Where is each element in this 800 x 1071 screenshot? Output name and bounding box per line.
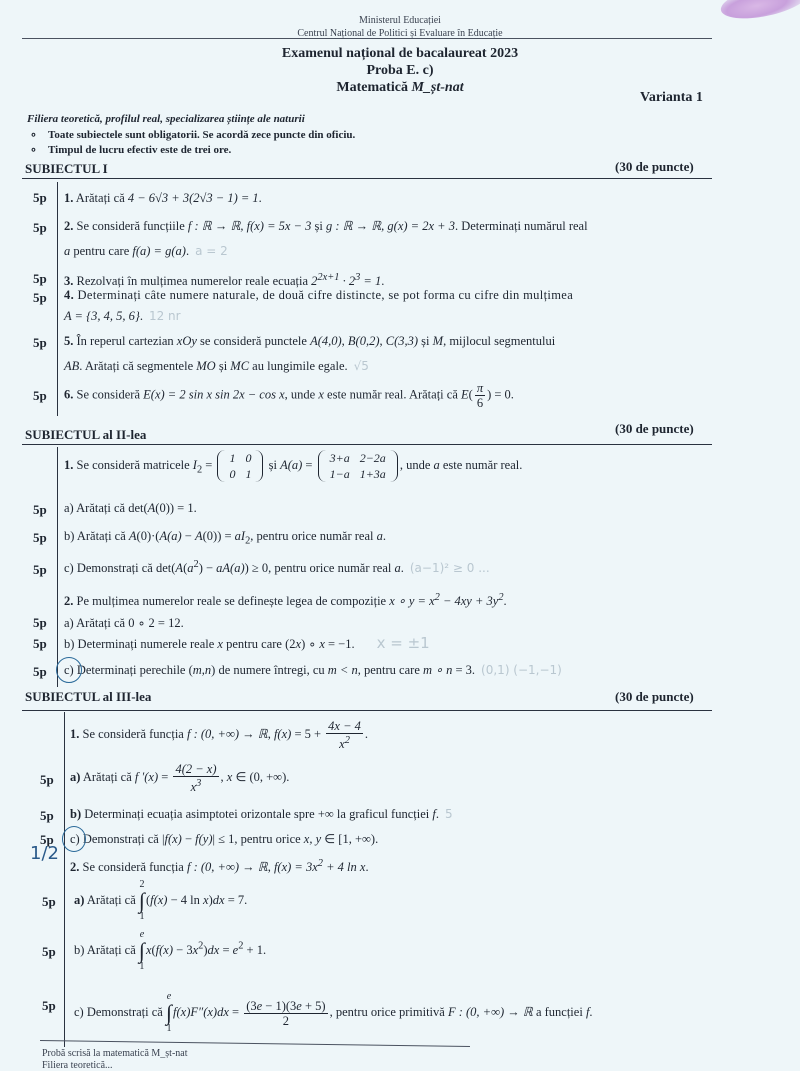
points-label: 5p bbox=[33, 502, 47, 517]
section-title-2: SUBIECTUL al II-lea bbox=[25, 427, 147, 442]
question-2-2c: c) Determinați perechile (m,n) de numere întregi, cu m < n, pentru care m ∘ n = 3. (0,1) (−1,−1) bbox=[64, 663, 562, 677]
question-3-1: 1. Se consideră funcția f : (0, +∞) → ℝ, f(x) = 5 + $\frac{4x - 4}{x^2}$ . bbox=[70, 719, 369, 752]
question-1-3: 3. Rezolvați în mulțimea numerelor reale ecuația $2^{2x+1} \cdot 2^3 = 1$. bbox=[64, 272, 385, 289]
question-2-1b: b) Arătați că $A(0)\cdot(A(a) - A(0)) = aI_2$, pentru orice număr real a. bbox=[64, 529, 387, 547]
section-divider bbox=[22, 444, 712, 445]
footer-line-1: Probă scrisă la matematică M_șt-nat bbox=[42, 1048, 188, 1059]
points-label: 5p bbox=[33, 664, 47, 679]
question-3-2a: a) Arătați că 2 ∫ 1(f(x) − 4 ln x)dx = 7. bbox=[74, 879, 248, 922]
points-label: 5p bbox=[33, 220, 47, 235]
points-label: 5p bbox=[33, 271, 47, 286]
section-points-3: (30 de puncte) bbox=[615, 689, 694, 704]
question-1-5: 5. În reperul cartezian xOy se consideră punctele A(4,0), B(0,2), C(3,3) și M, mijlocul segmentului bbox=[64, 334, 556, 348]
footer-divider bbox=[40, 1040, 470, 1047]
points-column-line bbox=[64, 712, 65, 1047]
question-1-4-cont: A = {3, 4, 5, 6}. 12 nr bbox=[64, 309, 181, 323]
section-divider bbox=[22, 710, 712, 711]
question-2-1a: a) Arătați că det(A(0)) = 1. bbox=[64, 501, 197, 515]
handwritten-circle-mark bbox=[62, 826, 86, 852]
question-2-2: 2. Pe mulțimea numerelor reale se definește legea de compoziție x ∘ $y = x^2 - 4xy + 3y^2$. bbox=[64, 592, 507, 609]
question-3-2: 2. Se consideră funcția f : (0, +∞) → ℝ, $f(x) = 3x^2 + 4$ ln x. bbox=[70, 858, 369, 875]
points-label: 5p bbox=[42, 998, 56, 1013]
points-label: 5p bbox=[42, 944, 56, 959]
exam-title: Examenul național de bacalaureat 2023 bbox=[281, 46, 519, 61]
points-label: 5p bbox=[33, 290, 47, 305]
points-label: 5p bbox=[33, 636, 47, 651]
points-label: 5p bbox=[33, 562, 47, 577]
question-3-2b: b) Arătați că e ∫ $1x(f(x) - 3x^2)dx = e^2 + 1$. bbox=[74, 929, 267, 972]
question-1-5-cont: AB. Arătați că segmentele MO și MC au lungimile egale. √5 bbox=[64, 359, 369, 373]
question-3-1a: a) Arătați că f ′(x) = $\frac{4(2 - x)}{x^3}$ , x ∈ (0, +∞). bbox=[70, 762, 290, 795]
points-label: 5p bbox=[40, 808, 54, 823]
section-title-1: SUBIECTUL I bbox=[25, 161, 108, 176]
filiera-label: Filiera teoretică, profilul real, specializarea științe ale naturii bbox=[27, 113, 305, 125]
question-2-1c: c) Demonstrați că $\det(A(a^2) - aA(a)) \ge 0$, pentru orice număr real a. (a−1)² ≥ 0 ... bbox=[64, 559, 490, 576]
question-3-1c: c) Demonstrați că |f(x) − f(y)| ≤ 1, pentru orice x, y ∈ [1, +∞). bbox=[70, 832, 379, 846]
points-label: 5p bbox=[40, 772, 54, 787]
section-points-1: (30 de puncte) bbox=[615, 159, 694, 174]
points-label: 5p bbox=[33, 615, 47, 630]
varianta-label: Varianta 1 bbox=[640, 90, 703, 105]
handwritten-circle-mark bbox=[56, 657, 82, 683]
instruction-bullet: ∘ Toate subiectele sunt obligatorii. Se acordă zece puncte din oficiu. bbox=[30, 129, 356, 141]
question-1-6: 6. Se consideră E(x) = 2 sin x sin 2x − cos x, unde x este număr real. Arătați că E( $\frac{\pi}{6}$ ) = 0. bbox=[64, 381, 514, 410]
question-2-1: 1. Se consideră matricele $I_2$ = 1 0 0 1 și A(a) = 3+a 2−2a 1−a 1+3a , unde a este număr real. bbox=[64, 451, 523, 481]
section-points-2: (30 de puncte) bbox=[615, 421, 694, 436]
subject-title: Matematică M_șt-nat bbox=[336, 80, 464, 95]
points-label: 5p bbox=[40, 832, 54, 847]
section-divider bbox=[22, 178, 712, 179]
section-title-3: SUBIECTUL al III-lea bbox=[25, 689, 152, 704]
points-label: 5p bbox=[33, 530, 47, 545]
proba-label: Proba E. c) bbox=[366, 63, 434, 78]
handwritten-margin-note: 1/2 bbox=[30, 843, 59, 864]
points-column-line bbox=[57, 182, 58, 416]
points-label: 5p bbox=[33, 335, 47, 350]
instruction-bullet: ∘ Timpul de lucru efectiv este de trei ore. bbox=[30, 144, 232, 156]
question-1-1: 1. Arătați că 4 − 6√3 + 3(2√3 − 1) = 1. bbox=[64, 191, 262, 205]
ministry-label: Ministerul Educației bbox=[359, 15, 441, 26]
points-label: 5p bbox=[33, 190, 47, 205]
question-3-1b: b) Determinați ecuația asimptotei orizontale spre +∞ la graficul funcției f. 5 bbox=[70, 807, 453, 821]
center-label: Centrul Național de Politici și Evaluare în Educație bbox=[297, 28, 503, 39]
points-label: 5p bbox=[42, 894, 56, 909]
question-1-4: 4. Determinați câte numere naturale, de două cifre distincte, se pot forma cu cifre din mulțimea bbox=[64, 288, 574, 302]
points-label: 5p bbox=[33, 388, 47, 403]
points-column-line bbox=[57, 447, 58, 687]
question-1-2: 2. Se consideră funcțiile f : ℝ → ℝ, f(x) = 5x − 3 și g : ℝ → ℝ, g(x) = 2x + 3. Determinați numărul real bbox=[64, 219, 588, 233]
question-2-2a: a) Arătați că 0 ∘ 2 = 12. bbox=[64, 616, 184, 630]
question-2-2b: b) Determinați numerele reale x pentru care (2x) ∘ x = −1. x = ±1 bbox=[64, 634, 430, 652]
question-1-2-cont: a pentru care f(a) = g(a). a = 2 bbox=[64, 244, 228, 258]
question-3-2c: c) Demonstrați că e ∫ 1f(x)F″(x)dx = $\frac{(3e - 1)(3e + 5)}{2}$ , pentru orice primitivă F : (0, +∞) → ℝ a funcției f. bbox=[74, 991, 593, 1034]
footer-line-2: Filiera teoretică... bbox=[42, 1060, 113, 1071]
